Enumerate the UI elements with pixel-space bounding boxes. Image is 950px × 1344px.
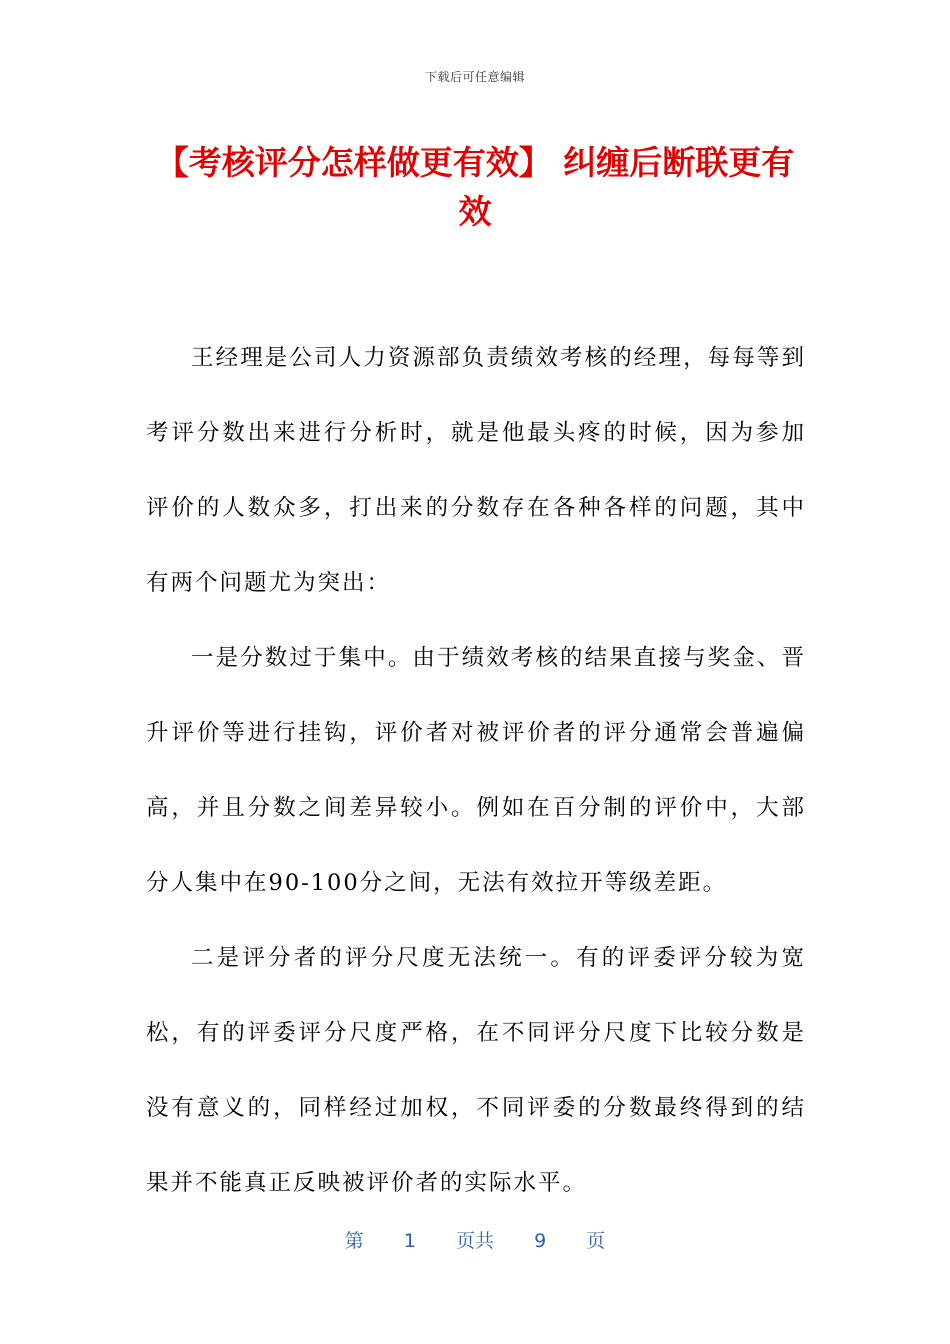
document-body xyxy=(146,321,806,1221)
footer-prefix: 第 xyxy=(344,1230,364,1252)
page-footer xyxy=(0,1226,950,1253)
total-pages: 9 xyxy=(534,1230,547,1252)
paragraph-2: 一是分数过于集中。由于绩效考核的结果直接与奖金、晋升评价等进行挂钩，评价者对被评价者的评分通常会普遍偏高，并且分数之间差异较小。例如在百分制的评价中，大部分人集中在90-100分之间，无法有效拉开等级差距。 xyxy=(146,645,806,896)
footer-suffix: 页 xyxy=(586,1230,606,1252)
paragraph-1: 王经理是公司人力资源部负责绩效考核的经理，每每等到考评分数出来进行分析时，就是他最头疼的时候，因为参加评价的人数众多，打出来的分数存在各种各样的问题，其中有两个问题尤为突出： xyxy=(146,345,806,596)
paragraph-3: 二是评分者的评分尺度无法统一。有的评委评分较为宽松，有的评委评分尺度严格，在不同评分尺度下比较分数是没有意义的，同样经过加权，不同评委的分数最终得到的结果并不能真正反映被评价者的实际水平。 xyxy=(146,945,806,1196)
footer-middle: 页共 xyxy=(455,1230,494,1252)
document-title: 【考核评分怎样做更有效】 纠缠后断联更有效 xyxy=(155,143,795,231)
current-page-number: 1 xyxy=(403,1230,416,1252)
header-note: 下载后可任意编辑 xyxy=(424,70,525,84)
